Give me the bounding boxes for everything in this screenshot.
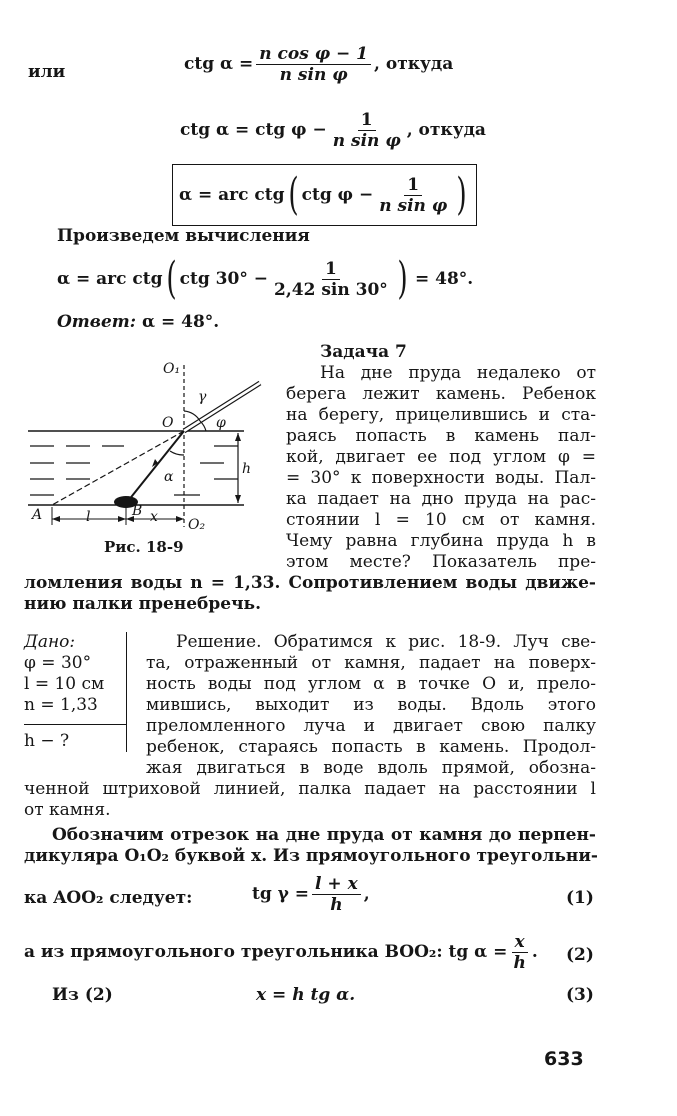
solution-line: ребенок, стараясь попасть в камень. Продол-	[146, 737, 596, 757]
answer-label: Ответ:	[57, 312, 137, 332]
problem-line: стоянии l = 10 см от камня.	[286, 510, 596, 530]
calc-result: = 48°.	[414, 268, 474, 289]
calc-lhs: α = arc ctg	[57, 268, 163, 289]
eq3-number: (3)	[566, 985, 594, 1005]
label-O2: O₂	[188, 517, 206, 533]
paren-left: (	[287, 169, 299, 220]
label-x: x	[150, 509, 158, 525]
solution-line: преломленного луча и двигает свою палку	[146, 716, 596, 736]
eq1-tail: , откуда	[374, 54, 454, 74]
solution-line: мившись, выходит из воды. Вдоль этого	[146, 695, 596, 715]
eq2-denominator: n sin φ	[332, 131, 401, 151]
solution-full-line: от камня.	[24, 800, 111, 820]
solution-full-line: дикуляра O₁O₂ буквой x. Из прямоугольного треугольни-	[24, 846, 598, 866]
label-A: A	[32, 507, 43, 523]
e2-denominator: h	[513, 953, 526, 973]
calc-equation	[57, 251, 473, 307]
problem-full-lines	[24, 573, 596, 615]
calc-intro: Произведем вычисления	[57, 226, 310, 246]
label-h: h	[242, 461, 252, 477]
label-O: O	[162, 415, 174, 431]
e2-tail: .	[531, 942, 538, 962]
e1-numerator: l + x	[312, 874, 361, 895]
problem-line: раясь попасть в камень пал-	[286, 426, 596, 446]
calc-paren-left: (	[165, 253, 177, 304]
e1-tail: ,	[363, 884, 370, 904]
solution-full-lines	[24, 779, 596, 867]
eq3-denominator: n sin φ	[379, 195, 448, 216]
eq1-text: ка AOO₂ следует:	[24, 888, 193, 908]
stick-extension-dashed	[52, 431, 184, 505]
given-item: φ = 30°	[24, 653, 92, 673]
given-item: n = 1,33	[24, 695, 98, 715]
problem-line: берега лежит камень. Ребенок	[286, 384, 596, 404]
solution-line: ность воды под углом α в точке O и, прело-	[146, 674, 596, 694]
solution-line: Решение. Обратимся к рис. 18-9. Луч све-	[176, 632, 596, 652]
equation-2	[24, 932, 538, 973]
given-block	[24, 632, 127, 752]
calc-denominator: 2,42 sin 30°	[274, 279, 388, 300]
figure-18-9	[24, 355, 282, 535]
calc-numerator: 1	[322, 259, 340, 280]
problem-title: Задача 7	[320, 342, 407, 362]
eq1-lhs: ctg α =	[184, 54, 254, 74]
solution-line: жая двигаться в воде вдоль прямой, обозна-	[146, 758, 596, 778]
figure-caption: Рис. 18-9	[104, 538, 184, 556]
label-phi: φ	[216, 415, 226, 431]
answer-line	[57, 312, 219, 333]
solution-full-line: ченной штриховой линией, палка падает на расстоянии l	[24, 779, 596, 799]
given-divider	[24, 724, 126, 725]
eq3-numerator: 1	[404, 175, 422, 196]
problem-line: этом месте? Показатель пре-	[286, 552, 596, 572]
alpha-arc	[170, 451, 184, 455]
solution-line: та, отраженный от камня, падает на поверх-	[146, 653, 596, 673]
problem-line: = 30° к поверхности воды. Пал-	[286, 468, 596, 488]
water-dashes	[30, 446, 238, 495]
problem-line: На дне пруда недалеко от	[320, 363, 596, 383]
solution-full-line: Обозначим отрезок на дне пруда от камня до перпен-	[52, 825, 596, 845]
equation-1	[252, 874, 370, 915]
label-alpha: α	[164, 469, 174, 485]
equation-ctg-alpha-1	[184, 44, 453, 85]
problem-line: кой, двигает ее под углом φ =	[286, 447, 596, 467]
problem-line: Чему равна глубина пруда h в	[286, 531, 596, 551]
label-gamma: γ	[198, 389, 207, 405]
problem-line: ка падает на дно пруда на рас-	[286, 489, 596, 509]
solution-column	[146, 632, 596, 779]
eq1-denominator: n sin φ	[279, 65, 348, 85]
refracted-ray	[128, 431, 184, 501]
e1-denominator: h	[330, 895, 343, 915]
eq2-numerator: 1	[358, 110, 376, 131]
eq3-expr: x = h tg α.	[256, 985, 356, 1005]
label-l: l	[86, 509, 91, 525]
given-item: l = 10 см	[24, 674, 105, 694]
eq2-lhs: ctg α = ctg φ −	[180, 120, 327, 140]
eq3-mid: ctg φ −	[301, 184, 374, 205]
word-ili: или	[28, 62, 66, 82]
problem-line: на берегу, прицелившись и ста-	[286, 405, 596, 425]
problem-column	[286, 363, 596, 573]
eq3-lhs: α = arc ctg	[179, 184, 285, 205]
e2-text: а из прямоугольного треугольника BOO₂: tg α =	[24, 942, 508, 962]
eq3-text: Из (2)	[52, 985, 113, 1005]
calc-mid: ctg 30° −	[179, 268, 269, 289]
label-B: B	[132, 503, 143, 519]
equation-ctg-alpha-2	[180, 110, 486, 151]
given-title: Дано:	[24, 632, 76, 652]
problem-full-line: нию палки пренебречь.	[24, 594, 261, 614]
paren-right: )	[456, 169, 467, 220]
eq2-tail: , откуда	[406, 120, 486, 140]
problem-full-line: ломления воды n = 1,33. Сопротивлением воды движе-	[24, 573, 596, 593]
calc-paren-right: )	[397, 253, 408, 304]
page-number: 633	[544, 1048, 584, 1070]
eq2-number: (2)	[566, 945, 594, 965]
e2-numerator: x	[512, 932, 528, 953]
label-O1: O₁	[163, 361, 181, 377]
e1-lhs: tg γ =	[252, 884, 310, 904]
boxed-result-equation	[172, 164, 477, 226]
eq1-numerator: n cos φ − 1	[256, 44, 371, 65]
eq1-number: (1)	[566, 888, 594, 908]
phi-arc	[200, 421, 206, 431]
answer-value: α = 48°.	[141, 312, 220, 332]
given-find: h − ?	[24, 731, 70, 751]
